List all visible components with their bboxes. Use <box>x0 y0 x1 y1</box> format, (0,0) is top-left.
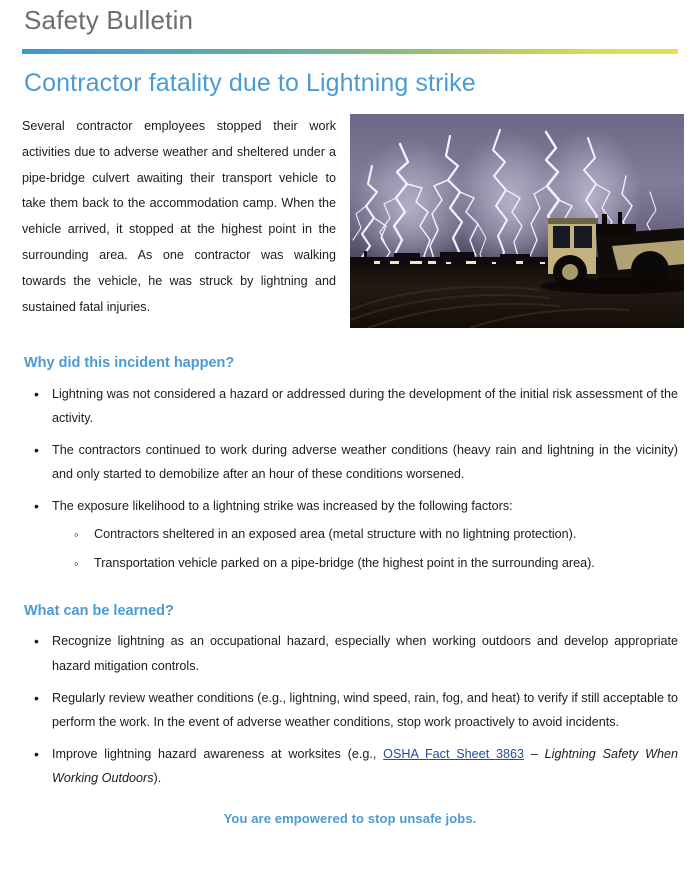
sub-list-item <box>52 522 678 547</box>
lightning-photo <box>350 114 684 328</box>
section-learn <box>22 602 678 791</box>
footer-message: You are empowered to stop unsafe jobs. <box>223 810 477 826</box>
subbullet-text: Transportation vehicle parked on a pipe-bridge (the highest point in the surrounding area). <box>94 556 595 571</box>
intro-block <box>22 114 678 328</box>
bullet-text-suffix: ). <box>153 771 162 786</box>
list-item <box>22 438 678 487</box>
bullet-text: The contractors continued to work during adverse weather conditions (heavy rain and lightning in the vicinity) and only started to demobilize after an hour of these conditions worsened. <box>52 442 678 482</box>
bullet-text: Lightning was not considered a hazard or addressed during the development of the initial risk assessment of the activity. <box>52 386 678 426</box>
bullet-text-prefix: Improve lightning hazard awareness at worksites (e.g., <box>52 746 384 761</box>
page-title: Contractor fatality due to Lightning strike <box>24 68 476 97</box>
subbullet-text: Contractors sheltered in an exposed area (metal structure with no lightning protection). <box>94 527 577 542</box>
section-learn-heading: What can be learned? <box>24 602 174 619</box>
bullet-text: The exposure likelihood to a lightning strike was increased by the following factors: <box>52 498 513 513</box>
lightning-photo-graphic <box>350 114 684 328</box>
section-why-heading: Why did this incident happen? <box>24 354 235 371</box>
list-item-osha <box>22 742 678 791</box>
section-why-subbullets <box>52 522 678 575</box>
bullet-text: Recognize lightning as an occupational hazard, especially when working outdoors and develop appropriate hazard mitigation controls. <box>52 634 678 673</box>
list-item <box>22 629 678 678</box>
section-why <box>22 354 678 576</box>
bullet-text: Regularly review weather conditions (e.g., lightning, wind speed, rain, fog, and heat) to verify if still acceptable to perform the work. In the event of adverse weather conditions, stop work proactively to avoid incidents. <box>52 690 678 730</box>
osha-fact-sheet-link[interactable]: OSHA Fact Sheet 3863 <box>383 746 525 761</box>
bullet-text-italic: Lightning Safety When Working Outdoors <box>52 746 678 786</box>
masthead <box>22 0 678 54</box>
bullet-text-dash: – <box>524 746 545 761</box>
section-why-bullets <box>22 382 678 576</box>
list-item <box>22 494 678 576</box>
list-item <box>22 382 678 431</box>
list-item <box>22 686 678 735</box>
sub-list-item <box>52 551 678 576</box>
section-learn-bullets <box>22 629 678 790</box>
masthead-title: Safety Bulletin <box>24 5 194 35</box>
intro-paragraph: Several contractor employees stopped their work activities due to adverse weather and sheltered under a pipe-bridge culvert awaiting their transport vehicle to take them back to the accommodation camp. When the vehicle arrived, it stopped at the highest point in the surrounding area. As one contractor was walking towards the vehicle, he was struck by lightning and sustained fatal injuries. <box>22 118 336 314</box>
